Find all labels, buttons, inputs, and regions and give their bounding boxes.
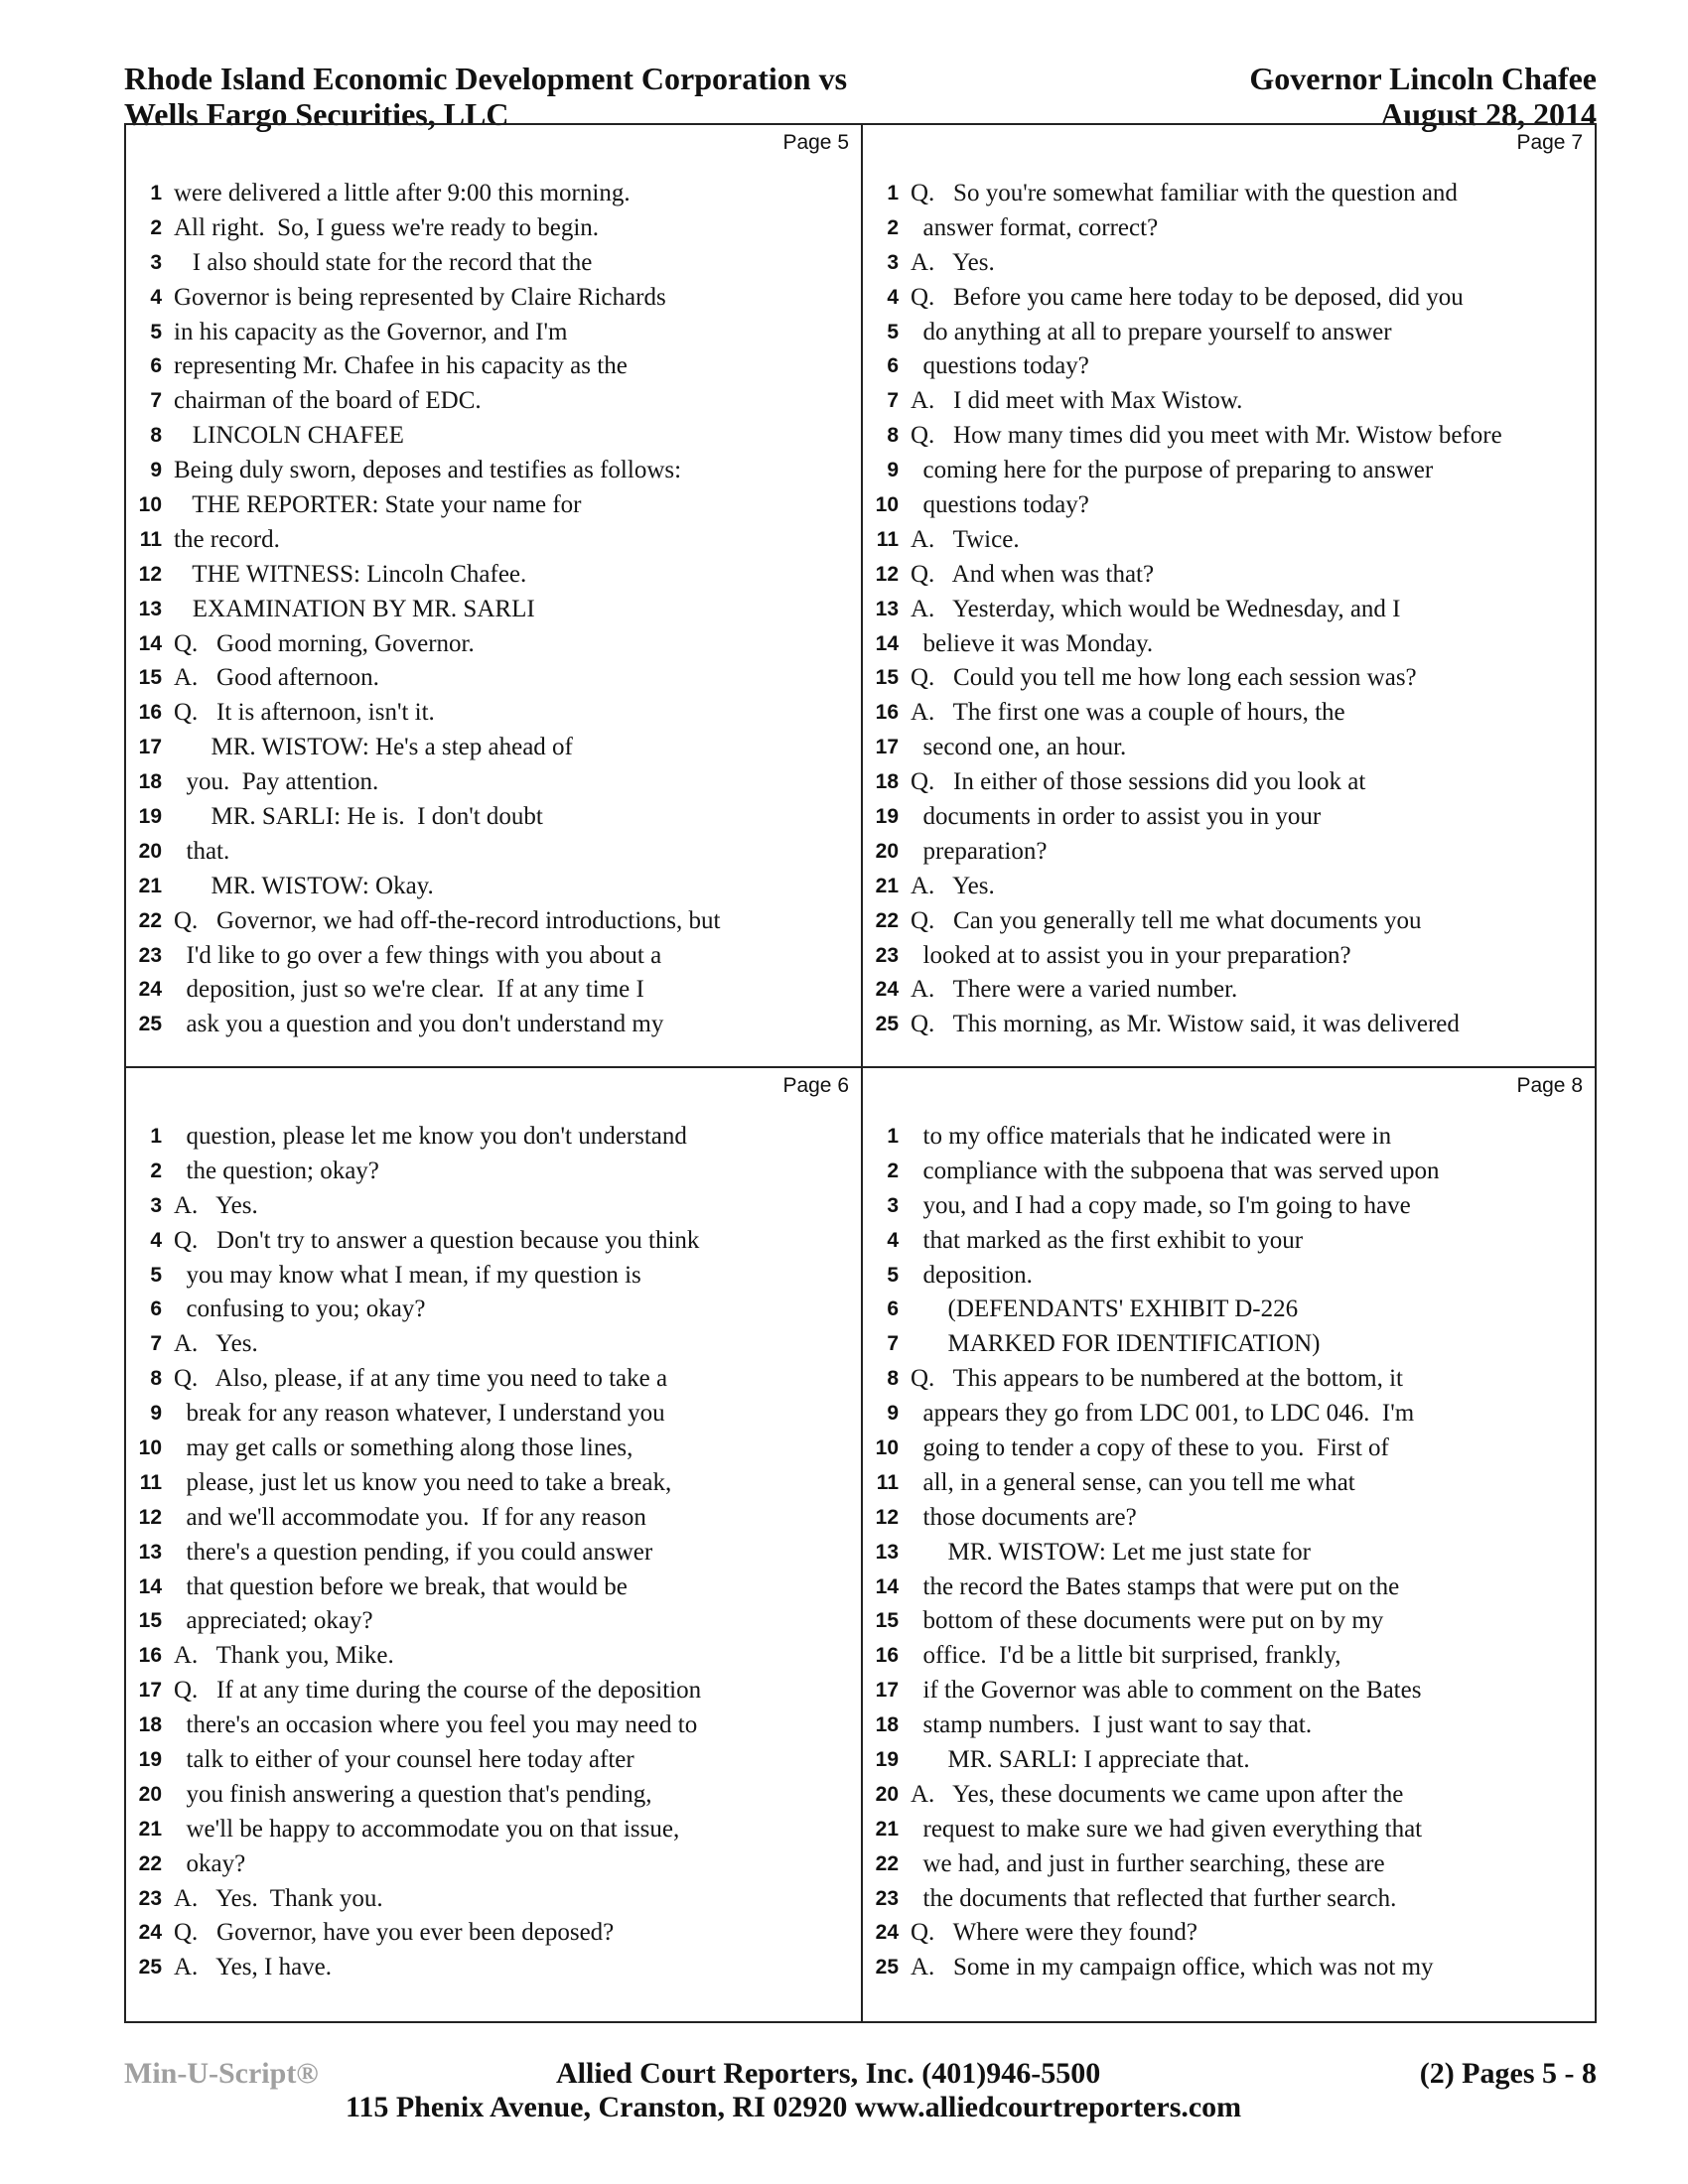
- line-text: A. There were a varied number.: [911, 976, 1238, 1004]
- line-number: 21: [138, 874, 162, 897]
- line-text: A. Yesterday, which would be Wednesday, and I: [911, 595, 1401, 622]
- transcript-page-6: [126, 1068, 861, 2021]
- line-text: that question before we break, that would be: [174, 1572, 628, 1600]
- line-text: Q. Could you tell me how long each session was?: [911, 664, 1417, 692]
- line-number: 4: [887, 285, 899, 309]
- line-number: 16: [138, 1644, 162, 1668]
- line-number: 9: [887, 459, 899, 482]
- line-number: 10: [875, 493, 899, 517]
- line-number: 5: [150, 320, 162, 343]
- header-case-party: Wells Fargo Securities, LLC: [124, 96, 509, 132]
- line-number: 2: [150, 1159, 162, 1182]
- line-text: looked at to assist you in your preparation?: [911, 941, 1351, 969]
- line-text: MR. WISTOW: He's a step ahead of: [174, 734, 573, 761]
- line-number: 5: [887, 320, 899, 343]
- line-number: 17: [875, 1679, 899, 1703]
- line-text: Q. Good morning, Governor.: [174, 629, 475, 657]
- line-text: A. Yes.: [174, 1330, 258, 1358]
- line-text: A. Thank you, Mike.: [174, 1642, 394, 1670]
- line-number: 7: [887, 389, 899, 413]
- line-text: LINCOLN CHAFEE: [174, 422, 404, 450]
- line-number: 21: [875, 1817, 899, 1841]
- line-number: 8: [150, 424, 162, 448]
- line-text: appreciated; okay?: [174, 1607, 373, 1635]
- line-text: A. Yes, I have.: [174, 1954, 333, 1981]
- line-text: office. I'd be a little bit surprised, frankly,: [911, 1642, 1341, 1670]
- line-text: to my office materials that he indicated were in: [911, 1123, 1392, 1150]
- line-text: Q. Before you came here today to be deposed, did you: [911, 283, 1464, 311]
- line-number: 19: [138, 805, 162, 829]
- line-text: there's a question pending, if you could answer: [174, 1538, 653, 1566]
- line-text: MR. WISTOW: Okay.: [174, 872, 434, 899]
- line-text: Q. Can you generally tell me what documents you: [911, 906, 1422, 934]
- footer-page-range: (2) Pages 5 - 8: [1419, 2057, 1597, 2090]
- line-text: second one, an hour.: [911, 734, 1127, 761]
- line-text: question, please let me know you don't understand: [174, 1123, 687, 1150]
- line-number: 20: [138, 839, 162, 863]
- line-text: A. Yes.: [911, 248, 995, 276]
- line-text: MR. SARLI: I appreciate that.: [911, 1746, 1250, 1774]
- line-text: Q. This morning, as Mr. Wistow said, it was delivered: [911, 1011, 1460, 1038]
- line-number: 5: [887, 1263, 899, 1287]
- line-number: 19: [875, 805, 899, 829]
- line-text: A. I did meet with Max Wistow.: [911, 387, 1243, 415]
- line-text: bottom of these documents were put on by my: [911, 1607, 1384, 1635]
- line-text: deposition, just so we're clear. If at any time I: [174, 976, 644, 1004]
- line-number: 14: [875, 631, 899, 655]
- line-text: deposition.: [911, 1261, 1033, 1289]
- line-text: the record the Bates stamps that were put on the: [911, 1572, 1400, 1600]
- line-text: and we'll accommodate you. If for any reason: [174, 1503, 646, 1531]
- line-number: 3: [150, 250, 162, 274]
- line-number: 7: [150, 1332, 162, 1356]
- line-text: request to make sure we had given everything that: [911, 1815, 1423, 1843]
- transcript-page-7: [863, 125, 1595, 1066]
- line-text: we'll be happy to accommodate you on that issue,: [174, 1815, 680, 1843]
- line-text: the record.: [174, 525, 280, 553]
- line-text: I also should state for the record that the: [174, 248, 593, 276]
- line-number: 23: [138, 1886, 162, 1910]
- line-text: All right. So, I guess we're ready to begin.: [174, 213, 600, 241]
- line-text: Q. And when was that?: [911, 560, 1155, 588]
- line-text: Q. If at any time during the course of the deposition: [174, 1677, 702, 1705]
- line-text: THE REPORTER: State your name for: [174, 491, 582, 519]
- line-text: Q. Governor, have you ever been deposed?: [174, 1919, 615, 1947]
- line-number: 3: [887, 250, 899, 274]
- line-text: Being duly sworn, deposes and testifies as follows:: [174, 457, 682, 484]
- line-number: 12: [138, 562, 162, 586]
- line-number: 25: [138, 1013, 162, 1036]
- line-text: if the Governor was able to comment on the Bates: [911, 1677, 1422, 1705]
- line-text: chairman of the board of EDC.: [174, 387, 482, 415]
- line-number: 25: [875, 1956, 899, 1979]
- line-number: 23: [875, 943, 899, 967]
- line-number: 15: [138, 1609, 162, 1633]
- line-text: that marked as the first exhibit to your: [911, 1226, 1304, 1254]
- line-text: those documents are?: [911, 1503, 1137, 1531]
- line-number: 18: [138, 1713, 162, 1737]
- line-number: 9: [150, 459, 162, 482]
- line-text: stamp numbers. I just want to say that.: [911, 1711, 1313, 1739]
- page-number-label: Page 7: [1516, 131, 1583, 154]
- line-text: Q. In either of those sessions did you look at: [911, 768, 1366, 796]
- header-date: August 28, 2014: [1380, 96, 1597, 132]
- line-number: 25: [875, 1013, 899, 1036]
- line-number: 22: [138, 908, 162, 932]
- line-text: A. Yes, these documents we came upon after the: [911, 1780, 1404, 1808]
- line-number: 13: [138, 597, 162, 620]
- page-number-label: Page 5: [782, 131, 849, 154]
- line-number: 21: [138, 1817, 162, 1841]
- line-number: 14: [875, 1574, 899, 1598]
- line-text: representing Mr. Chafee in his capacity as the: [174, 352, 628, 380]
- line-text: A. Yes.: [911, 872, 995, 899]
- line-text: MR. SARLI: He is. I don't doubt: [174, 803, 543, 831]
- line-number: 7: [887, 1332, 899, 1356]
- line-number: 22: [875, 908, 899, 932]
- line-number: 24: [875, 1921, 899, 1945]
- line-number: 16: [875, 1644, 899, 1668]
- line-text: THE WITNESS: Lincoln Chafee.: [174, 560, 527, 588]
- line-number: 13: [875, 597, 899, 620]
- line-number: 11: [139, 527, 162, 551]
- transcript-page-8: [863, 1068, 1595, 2021]
- line-text: Governor is being represented by Claire Richards: [174, 283, 666, 311]
- line-text: coming here for the purpose of preparing to answer: [911, 457, 1434, 484]
- line-number: 1: [887, 182, 899, 205]
- transcript-grid: [124, 123, 1597, 2023]
- line-text: Q. It is afternoon, isn't it.: [174, 699, 435, 727]
- line-text: A. Some in my campaign office, which was not my: [911, 1954, 1434, 1981]
- line-text: okay?: [174, 1849, 246, 1877]
- line-text: MARKED FOR IDENTIFICATION): [911, 1330, 1321, 1358]
- line-text: Q. So you're somewhat familiar with the question and: [911, 180, 1458, 206]
- line-number: 11: [876, 527, 899, 551]
- line-number: 4: [150, 1228, 162, 1252]
- header-case-title: Rhode Island Economic Development Corporation vs: [124, 61, 848, 96]
- line-text: there's an occasion where you feel you may need to: [174, 1711, 698, 1739]
- line-number: 10: [138, 1436, 162, 1460]
- line-number: 25: [138, 1956, 162, 1979]
- line-number: 14: [138, 1574, 162, 1598]
- line-number: 12: [875, 562, 899, 586]
- footer-brand: Min-U-Script®: [124, 2057, 319, 2090]
- line-text: preparation?: [911, 837, 1048, 865]
- line-number: 1: [150, 182, 162, 205]
- line-text: compliance with the subpoena that was served upon: [911, 1157, 1440, 1184]
- line-number: 18: [875, 1713, 899, 1737]
- footer-company: Allied Court Reporters, Inc. (401)946-5500: [556, 2057, 1101, 2090]
- line-number: 2: [887, 215, 899, 239]
- line-number: 24: [138, 978, 162, 1002]
- line-number: 9: [887, 1402, 899, 1426]
- line-text: MR. WISTOW: Let me just state for: [911, 1538, 1311, 1566]
- line-text: ask you a question and you don't understand my: [174, 1011, 664, 1038]
- transcript-page-5: [126, 125, 861, 1066]
- line-text: A. Good afternoon.: [174, 664, 379, 692]
- line-number: 10: [875, 1436, 899, 1460]
- line-number: 16: [875, 701, 899, 725]
- line-text: going to tender a copy of these to you. First of: [911, 1434, 1389, 1462]
- footer-address: 115 Phenix Avenue, Cranston, RI 02920 www.alliedcourtreporters.com: [346, 2091, 1242, 2123]
- line-number: 6: [887, 354, 899, 378]
- line-number: 8: [887, 424, 899, 448]
- line-number: 18: [138, 770, 162, 794]
- line-number: 7: [150, 389, 162, 413]
- line-text: talk to either of your counsel here today after: [174, 1746, 634, 1774]
- line-text: you finish answering a question that's pending,: [174, 1780, 652, 1808]
- line-number: 13: [138, 1540, 162, 1564]
- line-number: 11: [876, 1470, 899, 1494]
- line-number: 15: [875, 1609, 899, 1633]
- line-number: 8: [887, 1367, 899, 1391]
- line-number: 2: [150, 215, 162, 239]
- line-number: 22: [875, 1851, 899, 1875]
- line-number: 20: [138, 1782, 162, 1806]
- line-text: do anything at all to prepare yourself to answer: [911, 318, 1392, 345]
- line-number: 20: [875, 1782, 899, 1806]
- line-text: were delivered a little after 9:00 this morning.: [174, 180, 631, 206]
- line-text: that.: [174, 837, 230, 865]
- line-text: A. Twice.: [911, 525, 1020, 553]
- line-number: 20: [875, 839, 899, 863]
- line-number: 21: [875, 874, 899, 897]
- line-number: 17: [138, 736, 162, 759]
- line-text: A. The first one was a couple of hours, the: [911, 699, 1345, 727]
- page-number-label: Page 6: [782, 1074, 849, 1097]
- line-text: questions today?: [911, 491, 1089, 519]
- line-text: Q. Governor, we had off-the-record introductions, but: [174, 906, 721, 934]
- line-text: answer format, correct?: [911, 213, 1159, 241]
- line-number: 9: [150, 1402, 162, 1426]
- line-number: 5: [150, 1263, 162, 1287]
- line-text: Q. Don't try to answer a question because you think: [174, 1226, 700, 1254]
- line-number: 6: [887, 1297, 899, 1321]
- line-number: 6: [150, 354, 162, 378]
- line-number: 3: [150, 1193, 162, 1217]
- line-number: 16: [138, 701, 162, 725]
- line-text: questions today?: [911, 352, 1089, 380]
- line-number: 11: [139, 1470, 162, 1494]
- line-number: 6: [150, 1297, 162, 1321]
- line-text: in his capacity as the Governor, and I'm: [174, 318, 568, 345]
- page-number-label: Page 8: [1516, 1074, 1583, 1097]
- line-number: 8: [150, 1367, 162, 1391]
- line-text: the question; okay?: [174, 1157, 379, 1184]
- line-number: 2: [887, 1159, 899, 1182]
- line-number: 14: [138, 631, 162, 655]
- line-text: you may know what I mean, if my question is: [174, 1261, 641, 1289]
- line-number: 17: [875, 736, 899, 759]
- line-number: 24: [875, 978, 899, 1002]
- line-text: you, and I had a copy made, so I'm going to have: [911, 1191, 1411, 1219]
- header-witness-name: Governor Lincoln Chafee: [1249, 61, 1597, 96]
- line-number: 3: [887, 1193, 899, 1217]
- line-text: the documents that reflected that further search.: [911, 1884, 1397, 1912]
- line-number: 19: [138, 1748, 162, 1772]
- line-text: believe it was Monday.: [911, 629, 1154, 657]
- line-text: EXAMINATION BY MR. SARLI: [174, 595, 535, 622]
- line-text: we had, and just in further searching, these are: [911, 1849, 1385, 1877]
- line-number: 12: [138, 1505, 162, 1529]
- line-number: 1: [150, 1125, 162, 1148]
- line-number: 22: [138, 1851, 162, 1875]
- line-text: you. Pay attention.: [174, 768, 379, 796]
- line-number: 24: [138, 1921, 162, 1945]
- line-text: A. Yes.: [174, 1191, 258, 1219]
- line-text: please, just let us know you need to take a break,: [174, 1468, 672, 1496]
- line-text: confusing to you; okay?: [174, 1296, 426, 1323]
- line-number: 12: [875, 1505, 899, 1529]
- line-text: Q. Also, please, if at any time you need to take a: [174, 1365, 668, 1393]
- line-text: I'd like to go over a few things with you about a: [174, 941, 662, 969]
- line-text: documents in order to assist you in your: [911, 803, 1322, 831]
- line-text: A. Yes. Thank you.: [174, 1884, 383, 1912]
- line-text: Q. Where were they found?: [911, 1919, 1198, 1947]
- line-text: Q. How many times did you meet with Mr. Wistow before: [911, 422, 1502, 450]
- line-text: Q. This appears to be numbered at the bottom, it: [911, 1365, 1403, 1393]
- line-number: 17: [138, 1679, 162, 1703]
- line-number: 19: [875, 1748, 899, 1772]
- line-text: all, in a general sense, can you tell me what: [911, 1468, 1355, 1496]
- line-text: appears they go from LDC 001, to LDC 046. I'm: [911, 1400, 1415, 1428]
- line-number: 4: [887, 1228, 899, 1252]
- line-number: 15: [138, 666, 162, 690]
- line-number: 4: [150, 285, 162, 309]
- line-number: 15: [875, 666, 899, 690]
- line-number: 10: [138, 493, 162, 517]
- line-text: (DEFENDANTS' EXHIBIT D-226: [911, 1296, 1299, 1323]
- line-number: 18: [875, 770, 899, 794]
- line-number: 23: [138, 943, 162, 967]
- line-text: may get calls or something along those lines,: [174, 1434, 633, 1462]
- line-number: 13: [875, 1540, 899, 1564]
- line-number: 1: [887, 1125, 899, 1148]
- line-text: break for any reason whatever, I understand you: [174, 1400, 665, 1428]
- line-number: 23: [875, 1886, 899, 1910]
